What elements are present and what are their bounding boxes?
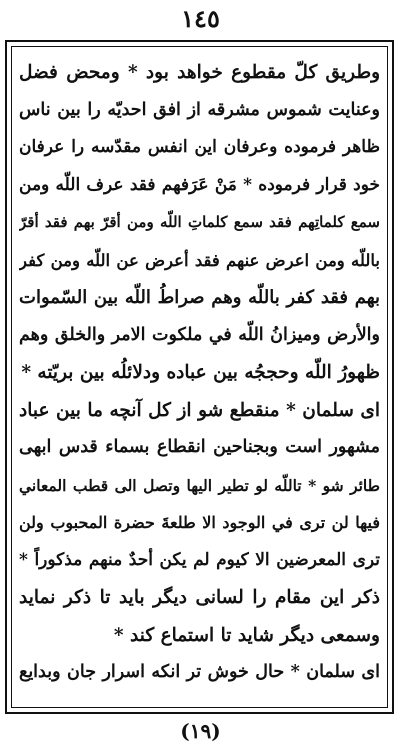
text-line: ذكر اين مقام را لسانى ديگر بايد تا ذكر نمايد xyxy=(19,587,380,608)
page-number-top: ١٤٥ xyxy=(181,4,220,33)
page-number-bottom: (١٩) xyxy=(180,719,221,743)
text-line: وعنايت شموس مشرقه از افق احديّه را بين ناس xyxy=(19,99,380,120)
text-line: ظهورُ اللّه وحججُه بين عباده ودلائلُه بين بريّته * xyxy=(21,362,380,383)
text-line: وسمعى ديگر شايد تا استماع كند * xyxy=(113,624,380,646)
text-line: ترى المعرضين الا كيوم لم يكن أحدٌ منهم مذكوراً * xyxy=(19,549,380,570)
text-line: اى سلمان * منقطع شو از كل آنچه ما بين عباد xyxy=(19,399,380,421)
text-line: والأرض وميزانُ اللّه في ملكوت الامر والخلق وهم xyxy=(19,324,380,345)
text-line: سمع كلماتِهم فقد سمع كلماتِ اللّه ومن أقرّ بهم فقد أقرّ xyxy=(19,213,380,231)
text-line: خود قرار فرموده * مَنْ عَرَفهم فقد عرف اللّه ومن xyxy=(19,174,380,195)
text-line: ظاهر فرموده وعرفان اين انفس مقدّسه را عرفان xyxy=(19,137,380,157)
text-line: مشهور است وبجناحين انقطاع بسماء قدس ابهى xyxy=(19,437,380,457)
text-line: وطريق كلّ مقطوع خواهد بود * ومحض فضل xyxy=(19,62,380,83)
body-text xyxy=(19,54,380,692)
text-line: اى سلمان * حال خوش تر انكه اسرار جان وبدايع xyxy=(19,662,380,682)
text-line: طائر شو * تاللّه لو تطير اليها وتصل الى قطب المعاني xyxy=(19,475,380,495)
text-line: باللّه ومن اعرض عنهم فقد أعرض عن اللّه ومن كفر xyxy=(19,250,380,270)
text-line: فيها لن ترى في الوجود الا طلعةَ حضرة المحبوب ولن xyxy=(19,513,380,532)
text-line: بهم فقد كفر باللّه وهم صراطُ اللّه بين السّموات xyxy=(19,287,380,308)
